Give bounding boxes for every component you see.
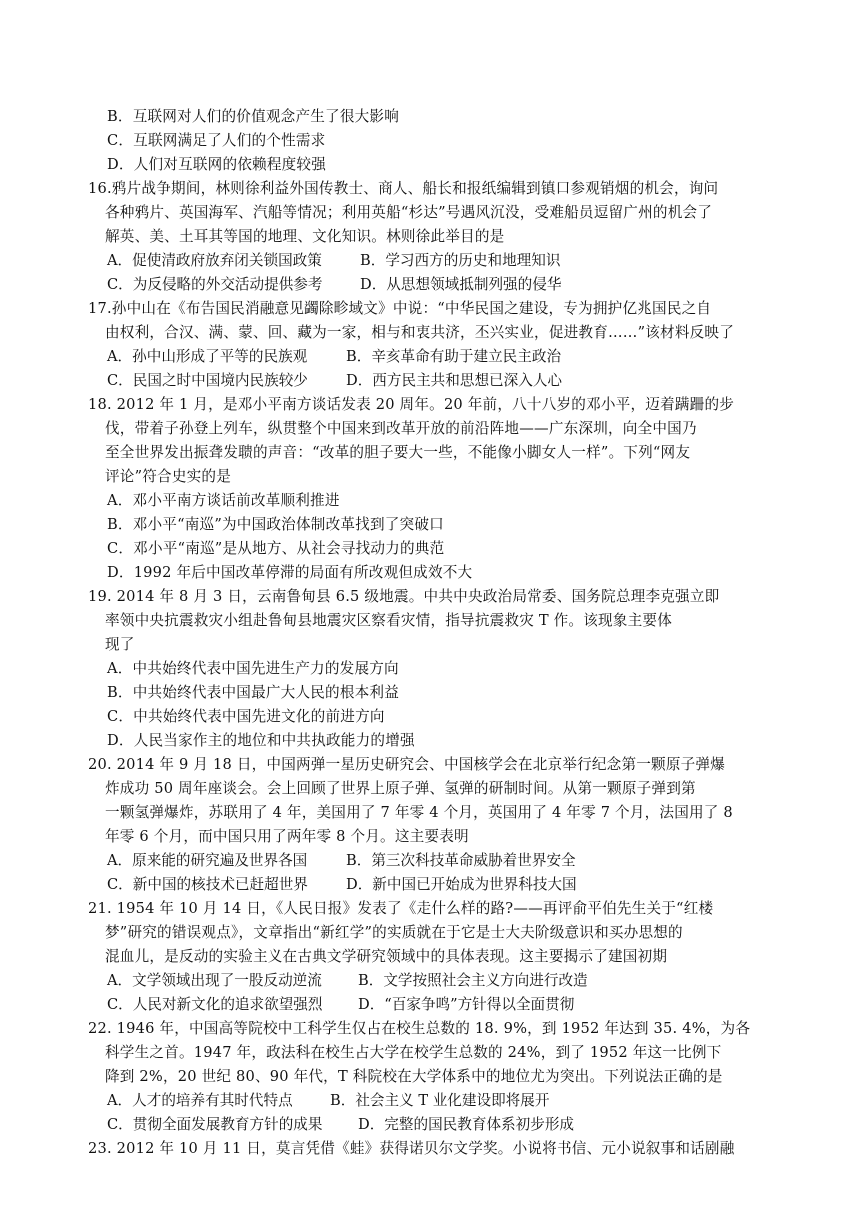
text-line: 各种鸦片、英国海军、汽船等情况；利用英船“杉达”号遇风沉没，受难船员逗留广州的机会了 bbox=[105, 204, 713, 221]
text-line: 梦”研究的错误观点》，文章指出“新红学”的实质就在于它是士大夫阶级意识和买办思想的 bbox=[105, 924, 683, 941]
option-text: A．人才的培养有其时代特点 bbox=[107, 1092, 293, 1109]
text-line: C．互联网满足了人们的个性需求 bbox=[107, 132, 326, 149]
option-text: C．新中国的核技术已赶超世界 bbox=[107, 876, 308, 893]
text-line: C．邓小平“南巡”是从地方、从社会寻找动力的典范 bbox=[107, 540, 445, 557]
text-line: 解英、美、土耳其等国的地理、文化知识。林则徐此举目的是 bbox=[105, 228, 505, 245]
text-line: 降到 2%，20 世纪 80、90 年代，T 科院校在大学体系中的地位尤为突出。下列说法正确的是 bbox=[105, 1068, 723, 1085]
option-text: D．完整的国民教育体系初步形成 bbox=[358, 1116, 575, 1133]
option-text: B．辛亥革命有助于建立民主政治 bbox=[346, 348, 562, 365]
option-text: C．贯彻全面发展教育方针的成果 bbox=[107, 1116, 323, 1133]
text-line: B．中共始终代表中国最广大人民的根本利益 bbox=[107, 684, 400, 701]
text-line: 至全世界发出振聋发聩的声音：“改革的胆子要大一些，不能像小脚女人一样”。下列“网友 bbox=[105, 444, 691, 461]
text-line: 一颗氢弹爆炸，苏联用了 4 年，美国用了 7 年零 4 个月，英国用了 4 年零 7 个月，法国用了 8 bbox=[105, 804, 733, 821]
text-line: 21. 1954 年 10 月 14 日，《人民日报》发表了《走什么样的路?——再评俞平伯先生关于“红楼 bbox=[88, 900, 714, 917]
text-line: 年零 6 个月，而中国只用了两年零 8 个月。这主要表明 bbox=[105, 828, 469, 845]
text-line: D．人民当家作主的地位和中共执政能力的增强 bbox=[107, 732, 415, 749]
option-text: C．为反侵略的外交活动提供参考 bbox=[107, 276, 323, 293]
text-line: 率领中央抗震救灾小组赴鲁甸县地震灾区察看灾情，指导抗震救灾 T 作。该现象主要体 bbox=[105, 612, 672, 629]
text-line: 19. 2014 年 8 月 3 日，云南鲁甸县 6.5 级地震。中共中央政治局常委、国务院总理李克强立即 bbox=[88, 588, 720, 605]
option-text: B．社会主义 T 业化建设即将展开 bbox=[330, 1092, 550, 1109]
text-line: 伐，带着子孙登上列车，纵贯整个中国来到改革开放的前沿阵地——广东深圳，向全中国乃 bbox=[105, 420, 697, 437]
text-line: 现了 bbox=[105, 636, 135, 653]
option-text: D．“百家争鸣”方针得以全面贯彻 bbox=[358, 996, 575, 1013]
option-text: B．学习西方的历史和地理知识 bbox=[360, 252, 561, 269]
option-text: D．新中国已开始成为世界科技大国 bbox=[346, 876, 577, 893]
text-line: 23. 2012 年 10 月 11 日，莫言凭借《蛙》获得诺贝尔文学奖。小说将书信、元小说叙事和话剧融 bbox=[88, 1140, 735, 1157]
text-line: D．人们对互联网的依赖程度较强 bbox=[107, 156, 327, 173]
text-line: B．互联网对人们的价值观念产生了很大影响 bbox=[107, 108, 400, 125]
option-text: B．第三次科技革命威胁着世界安全 bbox=[346, 852, 576, 869]
option-text: A．促使清政府放弃闭关锁国政策 bbox=[107, 252, 322, 269]
text-line: 评论”符合史实的是 bbox=[105, 468, 232, 485]
text-line: D．1992 年后中国改革停滞的局面有所改观但成效不大 bbox=[107, 564, 473, 581]
text-line: 混血儿，是反动的实验主义在古典文学研究领域中的具体表现。这主要揭示了建国初期 bbox=[105, 948, 668, 965]
text-line: 22. 1946 年，中国高等院校中工科学生仅占在校生总数的 18. 9%，到 1952 年达到 35. 4%，为各 bbox=[88, 1020, 751, 1037]
text-line: 16.鸦片战争期间，林则徐利益外国传教士、商人、船长和报纸编辑到镇口参观销烟的机会，询问 bbox=[88, 180, 719, 197]
text-line: 科学生之首。1947 年，政法科在校生占大学在校学生总数的 24%，到了 1952 年这一比例下 bbox=[105, 1044, 722, 1061]
option-text: C．民国之时中国境内民族较少 bbox=[107, 372, 308, 389]
option-text: B．文学按照社会主义方向进行改造 bbox=[358, 972, 588, 989]
option-text: D．西方民主共和思想已深入人心 bbox=[346, 372, 563, 389]
option-text: A．孙中山形成了平等的民族观 bbox=[107, 348, 308, 365]
text-line: A．中共始终代表中国先进生产力的发展方向 bbox=[107, 660, 399, 677]
text-line: 17.孙中山在《布告国民消融意见蠲除畛域文》中说：“中华民国之建设，专为拥护亿兆国民之自 bbox=[88, 300, 712, 317]
option-text: D．从思想领域抵制列强的侵华 bbox=[360, 276, 562, 293]
text-line: 炸成功 50 周年座谈会。会上回顾了世界上原子弹、氢弹的研制时间。从第一颗原子弹到第 bbox=[105, 780, 696, 797]
option-text: A．原来能的研究遍及世界各国 bbox=[107, 852, 308, 869]
text-line: B．邓小平“南巡”为中国政治体制改革找到了突破口 bbox=[107, 516, 444, 533]
text-line: C．中共始终代表中国先进文化的前进方向 bbox=[107, 708, 385, 725]
text-line: 18. 2012 年 1 月，是邓小平南方谈话发表 20 周年。20 年前，八十八岁的邓小平，迈着蹒跚的步 bbox=[88, 396, 735, 413]
option-text: C．人民对新文化的追求欲望强烈 bbox=[107, 996, 323, 1013]
text-line: 由权利，合汉、满、蒙、回、藏为一家，相与和衷共济，丕兴实业，促进教育……”该材料反映了 bbox=[105, 324, 735, 341]
text-line: A．邓小平南方谈话前改革顺利推进 bbox=[107, 492, 340, 509]
option-text: A．文学领域出现了一股反动逆流 bbox=[107, 972, 322, 989]
text-line: 20. 2014 年 9 月 18 日，中国两弹一星历史研究会、中国核学会在北京举行纪念第一颗原子弹爆 bbox=[88, 756, 726, 773]
